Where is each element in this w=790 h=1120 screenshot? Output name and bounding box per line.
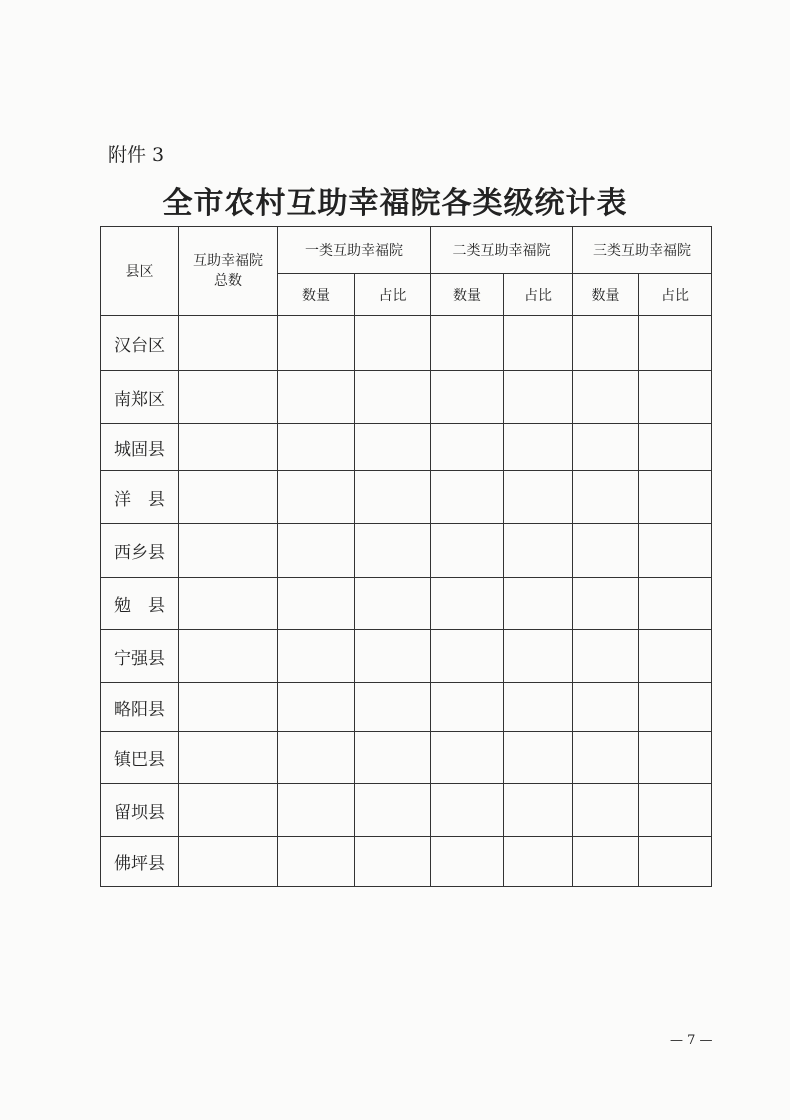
table-row — [101, 837, 712, 887]
empty-cell — [504, 471, 573, 524]
empty-cell — [573, 471, 639, 524]
empty-cell — [639, 471, 712, 524]
empty-cell — [355, 316, 431, 371]
empty-cell — [504, 732, 573, 784]
empty-cell — [504, 784, 573, 837]
empty-cell — [179, 630, 278, 683]
header-class1-ratio: 占比 — [355, 274, 431, 316]
empty-cell — [639, 630, 712, 683]
empty-cell — [278, 371, 355, 424]
header-class1-count: 数量 — [278, 274, 355, 316]
empty-cell — [278, 784, 355, 837]
empty-cell — [278, 732, 355, 784]
document-title: 全市农村互助幸福院各类级统计表 — [162, 186, 628, 221]
county-name: 城固县 — [101, 424, 179, 471]
table-row — [101, 371, 712, 424]
empty-cell — [573, 578, 639, 630]
county-name: 西乡县 — [101, 524, 179, 578]
attachment-label: 附件 3 — [108, 144, 165, 166]
empty-cell — [278, 471, 355, 524]
empty-cell — [355, 732, 431, 784]
empty-cell — [431, 837, 504, 887]
empty-cell — [639, 837, 712, 887]
empty-cell — [639, 578, 712, 630]
table-row — [101, 578, 712, 630]
empty-cell — [431, 371, 504, 424]
header-class2-count: 数量 — [431, 274, 504, 316]
empty-cell — [355, 683, 431, 732]
empty-cell — [278, 316, 355, 371]
table-row — [101, 683, 712, 732]
empty-cell — [431, 578, 504, 630]
empty-cell — [573, 784, 639, 837]
empty-cell — [431, 424, 504, 471]
statistics-table — [100, 226, 712, 887]
empty-cell — [431, 630, 504, 683]
empty-cell — [639, 784, 712, 837]
empty-cell — [504, 524, 573, 578]
empty-cell — [431, 316, 504, 371]
empty-cell — [179, 471, 278, 524]
empty-cell — [504, 424, 573, 471]
table-row — [101, 424, 712, 471]
empty-cell — [179, 784, 278, 837]
header-class2-ratio: 占比 — [504, 274, 573, 316]
empty-cell — [431, 683, 504, 732]
empty-cell — [179, 732, 278, 784]
table-row — [101, 784, 712, 837]
empty-cell — [278, 837, 355, 887]
empty-cell — [573, 524, 639, 578]
empty-cell — [355, 837, 431, 887]
empty-cell — [504, 316, 573, 371]
empty-cell — [355, 630, 431, 683]
county-name: 汉台区 — [101, 316, 179, 371]
table-body — [101, 316, 712, 887]
empty-cell — [355, 424, 431, 471]
header-class3-count: 数量 — [573, 274, 639, 316]
county-name: 勉 县 — [101, 578, 179, 630]
empty-cell — [639, 424, 712, 471]
table-row — [101, 471, 712, 524]
empty-cell — [504, 578, 573, 630]
table-row — [101, 524, 712, 578]
empty-cell — [355, 524, 431, 578]
empty-cell — [278, 578, 355, 630]
table-row — [101, 630, 712, 683]
empty-cell — [179, 371, 278, 424]
page-number: — 7 — — [670, 1033, 713, 1048]
empty-cell — [573, 316, 639, 371]
county-name: 佛坪县 — [101, 837, 179, 887]
county-name: 宁强县 — [101, 630, 179, 683]
empty-cell — [639, 316, 712, 371]
header-county: 县区 — [101, 227, 179, 316]
empty-cell — [504, 683, 573, 732]
empty-cell — [179, 524, 278, 578]
empty-cell — [504, 371, 573, 424]
empty-cell — [278, 524, 355, 578]
empty-cell — [179, 683, 278, 732]
header-class1: 一类互助幸福院 — [278, 227, 431, 274]
county-name: 略阳县 — [101, 683, 179, 732]
empty-cell — [639, 732, 712, 784]
header-total-line2: 总数 — [214, 273, 242, 289]
empty-cell — [355, 371, 431, 424]
header-class3: 三类互助幸福院 — [573, 227, 712, 274]
empty-cell — [278, 630, 355, 683]
empty-cell — [355, 471, 431, 524]
empty-cell — [179, 316, 278, 371]
empty-cell — [179, 424, 278, 471]
empty-cell — [504, 837, 573, 887]
county-name: 洋 县 — [101, 471, 179, 524]
header-class2: 二类互助幸福院 — [431, 227, 573, 274]
county-name: 留坝县 — [101, 784, 179, 837]
table-row — [101, 316, 712, 371]
empty-cell — [573, 683, 639, 732]
header-class3-ratio: 占比 — [639, 274, 712, 316]
county-name: 南郑区 — [101, 371, 179, 424]
empty-cell — [431, 784, 504, 837]
header-total-line1: 互助幸福院 — [193, 253, 263, 269]
county-name: 镇巴县 — [101, 732, 179, 784]
table-row — [101, 732, 712, 784]
empty-cell — [639, 524, 712, 578]
empty-cell — [573, 837, 639, 887]
empty-cell — [355, 784, 431, 837]
empty-cell — [431, 732, 504, 784]
empty-cell — [278, 424, 355, 471]
empty-cell — [431, 471, 504, 524]
header-total — [179, 227, 278, 316]
empty-cell — [573, 630, 639, 683]
empty-cell — [573, 371, 639, 424]
empty-cell — [639, 371, 712, 424]
empty-cell — [278, 683, 355, 732]
empty-cell — [573, 424, 639, 471]
empty-cell — [639, 683, 712, 732]
empty-cell — [573, 732, 639, 784]
empty-cell — [431, 524, 504, 578]
empty-cell — [179, 578, 278, 630]
empty-cell — [504, 630, 573, 683]
empty-cell — [179, 837, 278, 887]
empty-cell — [355, 578, 431, 630]
